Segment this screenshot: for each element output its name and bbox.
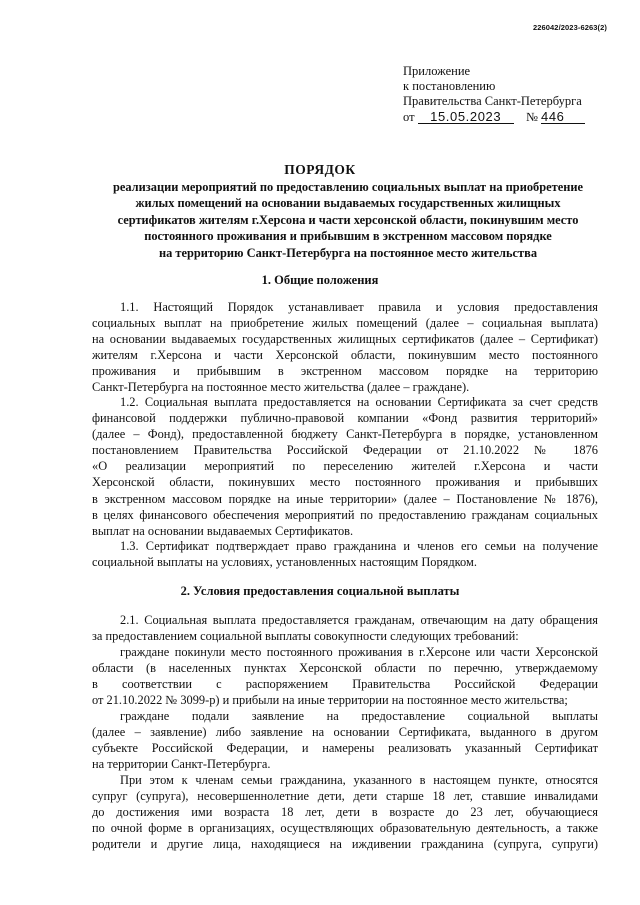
text-line: (далее – Фонд), предоставленной бюджету Санкт-Петербурга в порядке, установленном <box>92 427 598 442</box>
text-line: постановлением Правительства Российской Федерации от 21.10.2022 № 1876 <box>92 443 598 458</box>
text-line: родители и другие лица, находящиеся на иждивении гражданина (супруга, супруги) <box>92 837 598 852</box>
appendix-line: к постановлению <box>403 79 496 94</box>
text-line: Санкт-Петербурга на постоянное место жительства (далее – граждане). <box>92 380 470 395</box>
paragraph-1-1 <box>92 299 598 396</box>
text-line: в целях финансового обеспечения мероприятий по предоставлению гражданам социальных <box>92 507 598 522</box>
text-line: области (в населенных пунктах Херсонской области по перечню, утверждаемому <box>92 661 598 676</box>
paragraph-2-1-condition-2 <box>92 708 598 772</box>
text-line: до достижения ими возраста 18 лет, дети в возрасте до 23 лет, обучающиеся <box>92 805 598 820</box>
paragraph-2-1-condition-1 <box>92 644 598 708</box>
paragraph-2-1-family <box>92 772 598 852</box>
text-line: «О реализации мероприятий по переселению жителей г.Херсона и части <box>92 459 598 474</box>
text-line: 2.1. Социальная выплата предоставляется гражданам, отвечающим на дату обращения <box>120 613 598 627</box>
text-line: выплат на основании выдаваемых Сертификатов. <box>92 523 354 538</box>
appendix-line: Правительства Санкт-Петербурга <box>403 94 582 109</box>
subtitle-line: на территорию Санкт-Петербурга на постоянное место жительства <box>158 245 538 260</box>
subtitle-line: постоянного проживания и прибывшим в экстренном массовом порядке <box>144 229 552 244</box>
resolution-number: 446 <box>541 110 585 124</box>
text-line: социальной выплаты на условиях, установленных настоящим Порядком. <box>92 555 477 570</box>
resolution-date: 15.05.2023 <box>418 110 514 124</box>
text-line: проживания и прибывшим в экстренном массовом порядке на территорию <box>92 364 598 379</box>
text-line: 1.3. Сертификат подтверждает право гражданина и членов его семьи на получение <box>120 539 598 553</box>
text-line: в экстренном массовом порядке на иные территории» (далее – Постановление № 1876), <box>92 491 598 506</box>
text-line: в соответствии с распоряжением Правительства Российской Федерации <box>92 677 598 692</box>
section-heading: 2. Условия предоставления социальной выплаты <box>180 584 460 598</box>
text-line: Херсонской области, покинувших место постоянного проживания и прибывших <box>92 475 598 490</box>
appendix-line: Приложение <box>403 64 471 78</box>
text-line: финансовой поддержки публично-правовой компании «Фонд развития территорий» <box>92 411 598 426</box>
subtitle-line: сертификатов жителям г.Херсона и части херсонской области, покинувшим место <box>117 212 579 227</box>
subtitle-line: жилых помещений на основании выдаваемых государственных жилищных <box>135 196 561 211</box>
text-line: жителям г.Херсона и части Херсонской области, покинувшим место постоянного <box>92 348 598 363</box>
text-line: граждане покинули место постоянного проживания в г.Херсоне или части Херсонской <box>120 645 598 659</box>
text-line: от 21.10.2022 № 3099-р) и прибыли на иные территории на постоянное место жительства; <box>92 693 568 708</box>
appendix-block <box>403 64 585 125</box>
text-line: на территории Санкт-Петербурга. <box>92 757 271 772</box>
paragraph-1-3 <box>92 538 598 570</box>
subtitle-line: реализации мероприятий по предоставлению социальных выплат на приобретение <box>112 180 583 194</box>
text-line: граждане подали заявление на предоставление социальной выплаты <box>120 709 598 723</box>
text-line: супруг (супруга), несовершеннолетние дети, дети старше 18 лет, ставшие инвалидами <box>92 789 598 804</box>
paragraph-2-1 <box>92 612 598 644</box>
text-line: социальных выплат на приобретение жилых помещений (далее – социальная выплата) <box>92 316 598 331</box>
document-number: 226042/2023-6263(2) <box>532 23 607 32</box>
section-heading: 1. Общие положения <box>261 273 379 287</box>
paragraph-1-2 <box>92 394 598 539</box>
text-line: (далее – заявление) либо заявление на основании Сертификата, выданного в другом <box>92 725 598 740</box>
text-line: 1.2. Социальная выплата предоставляется на основании Сертификата за счет средств <box>120 395 598 409</box>
text-line: по очной форме в организациях, осуществляющих образовательную деятельность, а также <box>92 821 598 836</box>
text-line: на основании выдаваемых государственных жилищных сертификатов (далее – Сертификат) <box>92 332 598 347</box>
text-line: за предоставлением социальной выплаты совокупности следующих требований: <box>92 629 519 644</box>
text-line: При этом к членам семьи гражданина, указанного в настоящем пункте, относятся <box>120 773 598 787</box>
number-label: № <box>525 109 538 124</box>
document-title: ПОРЯДОК <box>284 162 356 177</box>
document-subtitle <box>88 179 608 261</box>
text-line: 1.1. Настоящий Порядок устанавливает правила и условия предоставления <box>120 300 598 314</box>
appendix-date-line <box>403 110 585 125</box>
text-line: субъекте Российской Федерации, и намерены реализовать указанный Сертификат <box>92 741 598 756</box>
from-label: от <box>403 109 415 124</box>
